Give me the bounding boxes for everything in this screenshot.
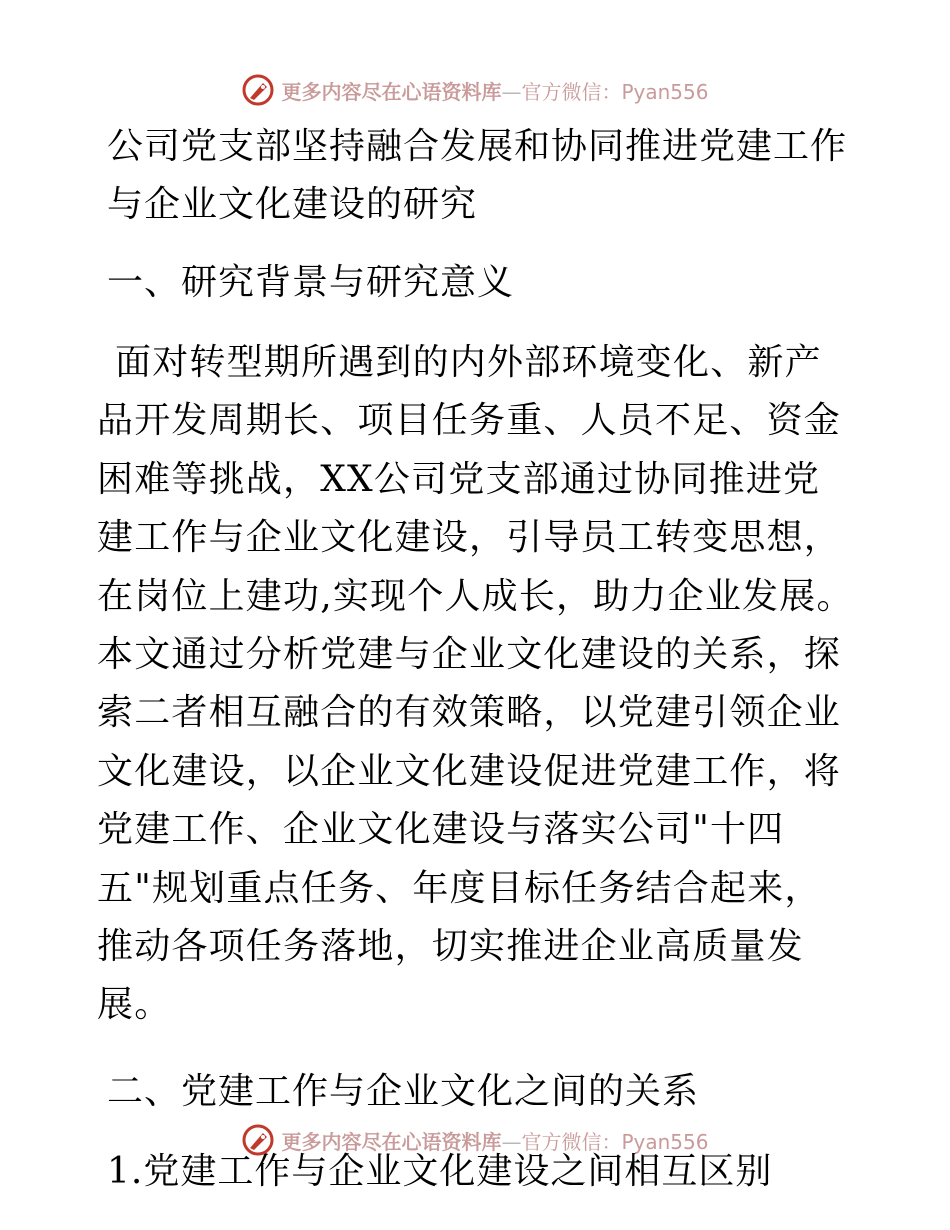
pen-nib-logo-icon <box>241 1123 275 1157</box>
body-paragraph-1: 面对转型期所遇到的内外部环境变化、新产品开发周期长、项目任务重、人员不足、资金困难等挑战，XX公司党支部通过协同推进党建工作与企业文化建设，引导员工转变思想，在岗位上建功,实现个人成长，助力企业发展。本文通过分析党建与企业文化建设的关系，探索二者相互融合的有效策略，以党建引领企业文化建设，以企业文化建设促进党建工作，将党建工作、企业文化建设与落实公司"十四五"规划重点任务、年度目标任务结合起来，推动各项任务落地，切实推进企业高质量发展。 <box>97 342 854 1026</box>
banner-wechat-text: 官方微信：Pyan556 <box>521 79 709 104</box>
banner-separator: — <box>501 79 522 104</box>
footer-banner <box>0 1120 950 1160</box>
subsection-heading-1: 1.党建工作与企业文化建设之间相互区别 <box>107 1150 773 1192</box>
document-body <box>97 118 857 1201</box>
section-heading-2: 二、党建工作与企业文化之间的关系 <box>107 1070 700 1112</box>
header-banner <box>0 70 950 110</box>
banner-wechat-text: 官方微信：Pyan556 <box>521 1129 709 1154</box>
banner-main-text: 更多内容尽在心语资料库 <box>281 79 502 104</box>
banner-main-text: 更多内容尽在心语资料库 <box>281 1129 502 1154</box>
section-heading-1: 一、研究背景与研究意义 <box>107 262 515 303</box>
pen-nib-logo-icon <box>241 73 275 107</box>
banner-separator: — <box>501 1129 522 1154</box>
document-title: 公司党支部坚持融合发展和协同推进党建工作与企业文化建设的研究 <box>107 126 848 225</box>
